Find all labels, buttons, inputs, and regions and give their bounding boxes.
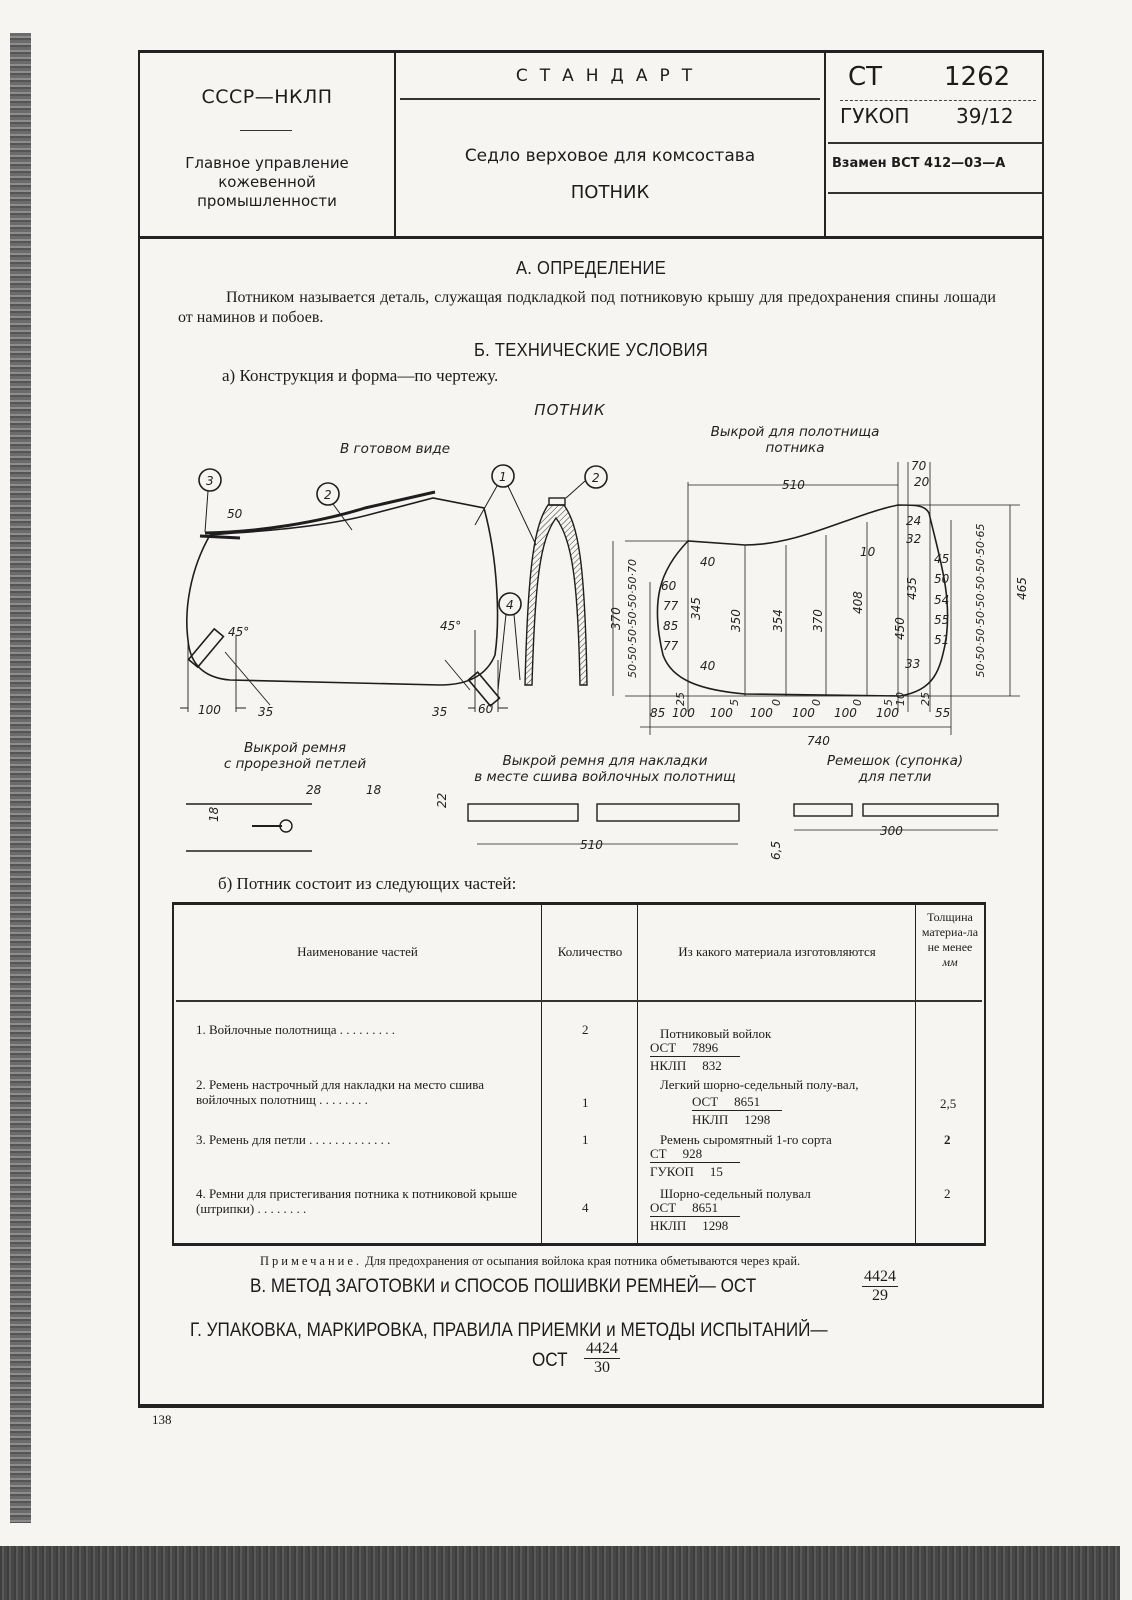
std-den: 1298	[744, 1112, 771, 1127]
row-2-qty: 1	[582, 1095, 589, 1110]
item-b-text: б) Потник состоит из следующих частей:	[218, 874, 517, 893]
dim-right-24: 24	[906, 514, 922, 528]
dim-loop-strap-len: 300	[880, 824, 903, 838]
section-g-text: Г. УПАКОВКА, МАРКИРОВКА, ПРАВИЛА ПРИЕМКИ и МЕТОДЫ ИСПЫТАНИЙ—	[190, 1320, 828, 1341]
document-title: Седло верховое для комсостава	[464, 146, 756, 166]
section-a-heading: А. ОПРЕДЕЛЕНИЕ	[515, 258, 667, 278]
row-2-material	[660, 1077, 900, 1092]
callout-4: 4	[506, 598, 514, 612]
department-line: Главное управление	[185, 154, 349, 172]
std-org: ОСТ	[650, 1040, 677, 1055]
std-org-bottom: НКЛП	[650, 1218, 687, 1233]
header-thickness-text: Толщина материа-ла не менее	[921, 910, 979, 954]
dim-overlay-w: 22	[435, 792, 449, 808]
dim-inner-345: 345	[689, 597, 703, 620]
code-top-left: СТ	[848, 62, 883, 92]
dim-right-offset: 60	[478, 702, 494, 716]
dim-offset-10: 10	[860, 545, 876, 559]
std-num: 7896	[692, 1040, 719, 1055]
std-den: 15	[709, 1164, 723, 1179]
section-v-text: В. МЕТОД ЗАГОТОВКИ и СПОСОБ ПОШИВКИ РЕМНЕЙ— ОСТ	[250, 1276, 757, 1297]
std-num: 8651	[692, 1200, 719, 1215]
std-org: ОСТ	[692, 1094, 719, 1109]
dim-height-408: 408	[851, 591, 865, 614]
dim-right-50: 50	[934, 572, 950, 586]
loop-strap	[200, 536, 240, 538]
fraction-denominator: 29	[872, 1287, 888, 1304]
definition-text: Потником называется деталь, служащая подкладкой под потниковую крышу для предохранения спины лошади от наминов и побоев.	[178, 289, 996, 326]
header-material: Из какого материала изготовляются	[678, 944, 876, 959]
item-a-text: а) Конструкция и форма—по чертежу.	[222, 366, 499, 385]
dim-right-33: 33	[905, 657, 921, 671]
dim-right-54: 54	[934, 593, 950, 607]
dim-left-60: 60	[661, 579, 677, 593]
header-thickness-unit: мм	[942, 955, 958, 969]
std-fraction-line	[650, 1216, 740, 1217]
dim-bottom-rise: 25	[919, 692, 932, 706]
header-name: Наименование частей	[297, 944, 418, 959]
dim-left-77: 77	[663, 599, 679, 613]
table-note	[260, 1254, 800, 1269]
row-3-name: 3. Ремень для петли . . . . . . . . . . . . .	[196, 1132, 391, 1147]
dim-loop-len: 28	[306, 783, 322, 797]
dim-left-height: 370	[609, 607, 623, 630]
pattern-dim-labels	[207, 459, 1029, 822]
cross-section	[525, 498, 587, 685]
std-num: 8651	[734, 1094, 761, 1109]
dim-right-step-chain: 50·50·50·50·50·50·50·50·65	[974, 523, 987, 678]
callout-2: 2	[324, 488, 332, 502]
dim-loop-w: 18	[366, 783, 382, 797]
std-org-bottom: НКЛП	[650, 1058, 687, 1073]
header-thickness	[917, 910, 983, 970]
dim-bottom-100: 100	[834, 706, 857, 720]
dim-left-step-chain: 50·50·50·50·50·50·70	[626, 559, 639, 678]
section-v-fraction	[862, 1268, 898, 1305]
org-name: СССР—НКЛП	[201, 86, 333, 108]
table-column-divider	[915, 905, 916, 1243]
row-3-qty: 1	[582, 1132, 589, 1147]
department-line: кожевенной	[218, 173, 316, 191]
note-text: Для предохранения от осыпания войлока края потника обметываются через край.	[365, 1254, 801, 1268]
code-top-right: 1262	[944, 62, 1011, 92]
std-fraction-line	[650, 1056, 740, 1057]
note-label: Примечание.	[260, 1254, 363, 1268]
dim-bottom-rise: 0	[770, 699, 783, 706]
dim-strap-width-left: 35	[258, 705, 274, 719]
dim-left-40b: 40	[700, 659, 716, 673]
row-4-thickness: 2	[944, 1186, 951, 1201]
dim-angle-right: 45°	[440, 619, 462, 633]
row-4-standard	[650, 1200, 740, 1233]
dim-loop-strap-w: 6,5	[769, 840, 783, 860]
dim-left-40: 40	[700, 555, 716, 569]
dim-bottom-rise: 5	[728, 699, 741, 706]
dim-height-354: 354	[771, 609, 785, 632]
loop-strap-label-line: Ремешок (супонка)	[826, 753, 964, 769]
dim-right-height: 465	[1015, 577, 1029, 600]
replaces-standard: Взамен ВСТ 412—03—А	[832, 156, 1006, 171]
std-org-bottom: НКЛП	[692, 1112, 729, 1127]
row-3-thickness: 2	[944, 1132, 951, 1147]
table-column-divider	[637, 905, 638, 1243]
row-1-name: 1. Войлочные полотнища . . . . . . . . .	[196, 1022, 396, 1037]
dim-right-45: 45	[934, 552, 950, 566]
row-1-material	[660, 1026, 771, 1041]
row-1-standard	[650, 1040, 740, 1073]
strap-loop-label-line: с прорезной петлей	[223, 756, 367, 772]
overlay-strap-label-line: Выкрой ремня для накладки	[502, 753, 708, 769]
table-column-divider	[541, 905, 542, 1243]
dim-strap-width-right: 35	[432, 705, 448, 719]
std-num: 928	[682, 1146, 703, 1161]
loop-strap-label-line: для петли	[858, 769, 932, 785]
std-org: ОСТ	[650, 1200, 677, 1215]
dim-top-width: 510	[782, 478, 805, 492]
row-3-material	[660, 1132, 832, 1147]
dim-height-450: 450	[893, 617, 907, 640]
dim-strap-18: 18	[207, 806, 221, 822]
dim-bottom-rise: 0	[810, 699, 823, 706]
section-profile	[525, 505, 587, 685]
section-g-ost: ОСТ	[532, 1350, 568, 1371]
dim-top-20: 20	[914, 475, 930, 489]
row-4-qty: 4	[582, 1200, 589, 1215]
dim-bottom-rise: 0	[851, 699, 864, 706]
row-2-name: 2. Ремень настрочный для накладки на место сшива войлочных полотнищ . . . . . . . .	[196, 1077, 484, 1107]
dim-total-width: 740	[807, 734, 830, 748]
dim-right-32: 32	[906, 532, 922, 546]
dim-height-370: 370	[811, 609, 825, 632]
dim-height-350: 350	[729, 609, 743, 632]
row-4-material	[660, 1186, 811, 1201]
dim-bottom-55: 55	[935, 706, 951, 720]
table-header-divider	[176, 1000, 982, 1002]
pad-outline	[187, 498, 498, 685]
section-cap	[549, 498, 565, 505]
department-line: промышленности	[197, 192, 337, 210]
row-4-name: 4. Ремни для пристегивания потника к потниковой крыше (штрипки) . . . . . . . .	[196, 1186, 518, 1216]
dim-angle-left: 45°	[228, 625, 250, 639]
finished-view-label: В готовом виде	[339, 441, 451, 457]
material-text: Шорно-седельный полувал	[660, 1186, 811, 1201]
finished-view	[180, 465, 607, 712]
code-bottom-left: ГУКОП	[840, 104, 910, 128]
strap-loop-label-line: Выкрой ремня	[244, 740, 346, 756]
dim-bottom-rise: 5	[882, 699, 895, 706]
attach-strap-right	[468, 672, 499, 706]
dim-bottom-85: 85	[650, 706, 666, 720]
std-fraction-line	[650, 1162, 740, 1163]
pattern-label-line: потника	[765, 440, 825, 456]
dim-bottom-100: 100	[672, 706, 695, 720]
callout-3: 3	[206, 474, 214, 488]
dim-left-offset: 100	[198, 703, 221, 717]
dim-bottom-rise: 10	[894, 692, 907, 706]
std-org-bottom: ГУКОП	[650, 1164, 694, 1179]
drawing-title: ПОТНИК	[534, 401, 606, 419]
dim-bottom-100: 100	[792, 706, 815, 720]
section-b-heading: Б. ТЕХНИЧЕСКИЕ УСЛОВИЯ	[473, 340, 709, 360]
row-1-qty: 2	[582, 1022, 589, 1037]
material-text: Ремень сыромятный 1-го сорта	[660, 1132, 832, 1147]
row-2-standard	[692, 1094, 782, 1127]
header-qty: Количество	[557, 944, 623, 959]
std-den: 832	[702, 1058, 722, 1073]
row-3-standard	[650, 1146, 740, 1179]
document-subtitle: ПОТНИК	[570, 182, 650, 203]
dim-bottom-100: 100	[750, 706, 773, 720]
dim-bottom-100: 100	[710, 706, 733, 720]
dim-overlay-len: 510	[580, 838, 603, 852]
pattern-label-line: Выкрой для полотнища	[710, 424, 880, 440]
code-bottom-right: 39/12	[956, 104, 1014, 128]
callout-2-section: 2	[592, 471, 600, 485]
fraction-numerator: 4424	[586, 1340, 618, 1357]
fraction-denominator: 30	[594, 1359, 610, 1376]
dimension-lines	[180, 630, 508, 712]
section-g-fraction	[584, 1340, 620, 1377]
std-den: 1298	[702, 1218, 729, 1233]
dim-left-77b: 77	[663, 639, 679, 653]
dim-bottom-rise: 25	[674, 692, 687, 706]
overlay-strap-label-line: в месте сшива войлочных полотнищ	[474, 769, 736, 785]
dim-right-55: 55	[934, 613, 950, 627]
fraction-numerator: 4424	[864, 1268, 896, 1285]
dim-bottom-100: 100	[876, 706, 899, 720]
dim-right-51: 51	[934, 633, 950, 647]
angle-lines	[225, 652, 470, 705]
material-text: Легкий шорно-седельный полу-вал,	[660, 1077, 859, 1092]
dim-left-85: 85	[663, 619, 679, 633]
callout-1: 1	[499, 470, 507, 484]
dim-top-70: 70	[911, 459, 927, 473]
dim-height-435: 435	[905, 577, 919, 600]
dim-strap-offset: 50	[227, 507, 243, 521]
standard-label: СТАНДАРТ	[515, 66, 705, 86]
std-org: СТ	[650, 1146, 667, 1161]
row-2-thickness: 2,5	[940, 1096, 957, 1111]
page-number: 138	[152, 1412, 172, 1427]
material-text: Потниковый войлок	[660, 1026, 772, 1041]
std-fraction-line	[692, 1110, 782, 1111]
